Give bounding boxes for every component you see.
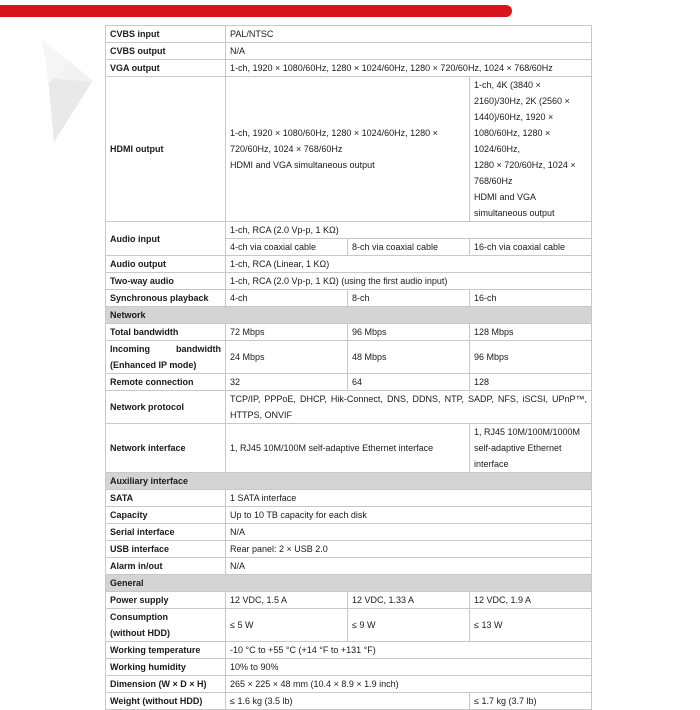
spec-value: 10% to 90% [226, 659, 592, 676]
text-line: 1080/60Hz, 1280 × [474, 128, 551, 138]
spec-label [106, 609, 226, 642]
text-line: 1-ch, 4K (3840 × [474, 80, 541, 90]
spec-table [105, 25, 592, 710]
spec-row-cvbs-output [106, 43, 592, 60]
spec-row-network-interface [106, 424, 592, 473]
spec-label: CVBS input [106, 26, 226, 43]
spec-row-cvbs-input [106, 26, 592, 43]
section-header-auxiliary [106, 473, 592, 490]
spec-label: SATA [106, 490, 226, 507]
spec-value: 1-ch, RCA (2.0 Vp-p, 1 KΩ) (using the first audio input) [226, 273, 592, 290]
spec-row-network-protocol [106, 391, 592, 424]
spec-value: 128 [470, 374, 592, 391]
spec-row-consumption [106, 609, 592, 642]
spec-row-audio-output [106, 256, 592, 273]
spec-label: Alarm in/out [106, 558, 226, 575]
text-line: interface [474, 459, 509, 469]
spec-value: 72 Mbps [226, 324, 348, 341]
spec-value-hdmi-4k [470, 77, 592, 222]
spec-label: Power supply [106, 592, 226, 609]
text-line: HDMI and VGA [474, 192, 537, 202]
section-title: Auxiliary interface [106, 473, 592, 490]
spec-row-working-temperature [106, 642, 592, 659]
spec-row-weight [106, 693, 592, 710]
spec-value: 8-ch via coaxial cable [348, 239, 470, 256]
spec-value: N/A [226, 558, 592, 575]
spec-value: 128 Mbps [470, 324, 592, 341]
spec-value: ≤ 1.7 kg (3.7 lb) [470, 693, 592, 710]
spec-row-usb-interface [106, 541, 592, 558]
text-line: 1024/60Hz, [474, 144, 521, 154]
spec-value: 4-ch [226, 290, 348, 307]
text-line: 1440)/60Hz, 1920 × [474, 112, 554, 122]
spec-label: HDMI output [106, 77, 226, 222]
text-line: HDMI and VGA simultaneous output [230, 160, 375, 170]
spec-value: Rear panel: 2 × USB 2.0 [226, 541, 592, 558]
text-line: (Enhanced IP mode) [110, 360, 197, 370]
spec-value: ≤ 13 W [470, 609, 592, 642]
spec-value: 16-ch via coaxial cable [470, 239, 592, 256]
spec-value: 4-ch via coaxial cable [226, 239, 348, 256]
spec-label: Capacity [106, 507, 226, 524]
spec-label: Network interface [106, 424, 226, 473]
text-line: (without HDD) [110, 628, 170, 638]
text-line: Incoming bandwidth [110, 344, 221, 354]
spec-row-power-supply [106, 592, 592, 609]
text-line: 720/60Hz, 1024 × 768/60Hz [230, 144, 343, 154]
spec-value-hdmi-1ch-1080p [226, 77, 470, 222]
spec-row-working-humidity [106, 659, 592, 676]
spec-value: N/A [226, 43, 592, 60]
spec-label: Audio output [106, 256, 226, 273]
spec-row-audio-input [106, 222, 592, 239]
spec-value: 1-ch, RCA (2.0 Vp-p, 1 KΩ) [226, 222, 592, 239]
section-header-network [106, 307, 592, 324]
text-line: self-adaptive Ethernet [474, 443, 562, 453]
section-title: General [106, 575, 592, 592]
spec-label: Two-way audio [106, 273, 226, 290]
spec-row-capacity [106, 507, 592, 524]
header-accent-bar [0, 5, 512, 17]
spec-value: 1, RJ45 10M/100M self-adaptive Ethernet interface [226, 424, 470, 473]
spec-row-dimension [106, 676, 592, 693]
spec-label: Serial interface [106, 524, 226, 541]
spec-value: 96 Mbps [348, 324, 470, 341]
spec-row-two-way-audio [106, 273, 592, 290]
spec-label: Working temperature [106, 642, 226, 659]
spec-value: 8-ch [348, 290, 470, 307]
spec-row-remote-connection [106, 374, 592, 391]
spec-label: VGA output [106, 60, 226, 77]
spec-label: Audio input [106, 222, 226, 256]
spec-row-serial-interface [106, 524, 592, 541]
spec-label: USB interface [106, 541, 226, 558]
spec-row-hdmi-output [106, 77, 592, 222]
text-line: 768/60Hz [474, 176, 513, 186]
spec-value: PAL/NTSC [226, 26, 592, 43]
spec-value: ≤ 1.6 kg (3.5 lb) [226, 693, 470, 710]
spec-label: Working humidity [106, 659, 226, 676]
spec-value: 32 [226, 374, 348, 391]
spec-value: TCP/IP, PPPoE, DHCP, Hik-Connect, DNS, DDNS, NTP, SADP, NFS, iSCSI, UPnP™, HTTPS, ONVIF [226, 391, 592, 424]
spec-value: 1 SATA interface [226, 490, 592, 507]
spec-value: 1-ch, 1920 × 1080/60Hz, 1280 × 1024/60Hz, 1280 × 720/60Hz, 1024 × 768/60Hz [226, 60, 592, 77]
text-line: 1-ch, 1920 × 1080/60Hz, 1280 × 1024/60Hz, 1280 × [230, 128, 438, 138]
spec-label: Dimension (W × D × H) [106, 676, 226, 693]
text-line: 1, RJ45 10M/100M/1000M [474, 427, 581, 437]
spec-row-incoming-bandwidth [106, 341, 592, 374]
spec-value: -10 °C to +55 °C (+14 °F to +131 °F) [226, 642, 592, 659]
spec-value: ≤ 5 W [226, 609, 348, 642]
text-line: 1280 × 720/60Hz, 1024 × [474, 160, 576, 170]
spec-row-sync-playback [106, 290, 592, 307]
spec-value: Up to 10 TB capacity for each disk [226, 507, 592, 524]
spec-value: 12 VDC, 1.5 A [226, 592, 348, 609]
text-line: 2160)/30Hz, 2K (2560 × [474, 96, 570, 106]
spec-label [106, 341, 226, 374]
spec-label: Remote connection [106, 374, 226, 391]
spec-value: 48 Mbps [348, 341, 470, 374]
spec-row-vga-output [106, 60, 592, 77]
decorative-triangles-icon [40, 20, 100, 160]
spec-label: CVBS output [106, 43, 226, 60]
text-line: Consumption [110, 612, 168, 622]
spec-value: 24 Mbps [226, 341, 348, 374]
spec-value: 12 VDC, 1.33 A [348, 592, 470, 609]
text-line: simultaneous output [474, 208, 555, 218]
section-header-general [106, 575, 592, 592]
spec-value: 1-ch, RCA (Linear, 1 KΩ) [226, 256, 592, 273]
spec-value: 12 VDC, 1.9 A [470, 592, 592, 609]
spec-value: 64 [348, 374, 470, 391]
spec-row-total-bandwidth [106, 324, 592, 341]
spec-label: Total bandwidth [106, 324, 226, 341]
spec-label: Weight (without HDD) [106, 693, 226, 710]
spec-label: Synchronous playback [106, 290, 226, 307]
spec-value: 265 × 225 × 48 mm (10.4 × 8.9 × 1.9 inch) [226, 676, 592, 693]
spec-value: 16-ch [470, 290, 592, 307]
spec-row-alarm [106, 558, 592, 575]
spec-value-gigabit [470, 424, 592, 473]
spec-label: Network protocol [106, 391, 226, 424]
spec-value: ≤ 9 W [348, 609, 470, 642]
spec-row-sata [106, 490, 592, 507]
spec-value: 96 Mbps [470, 341, 592, 374]
spec-value: N/A [226, 524, 592, 541]
section-title: Network [106, 307, 592, 324]
